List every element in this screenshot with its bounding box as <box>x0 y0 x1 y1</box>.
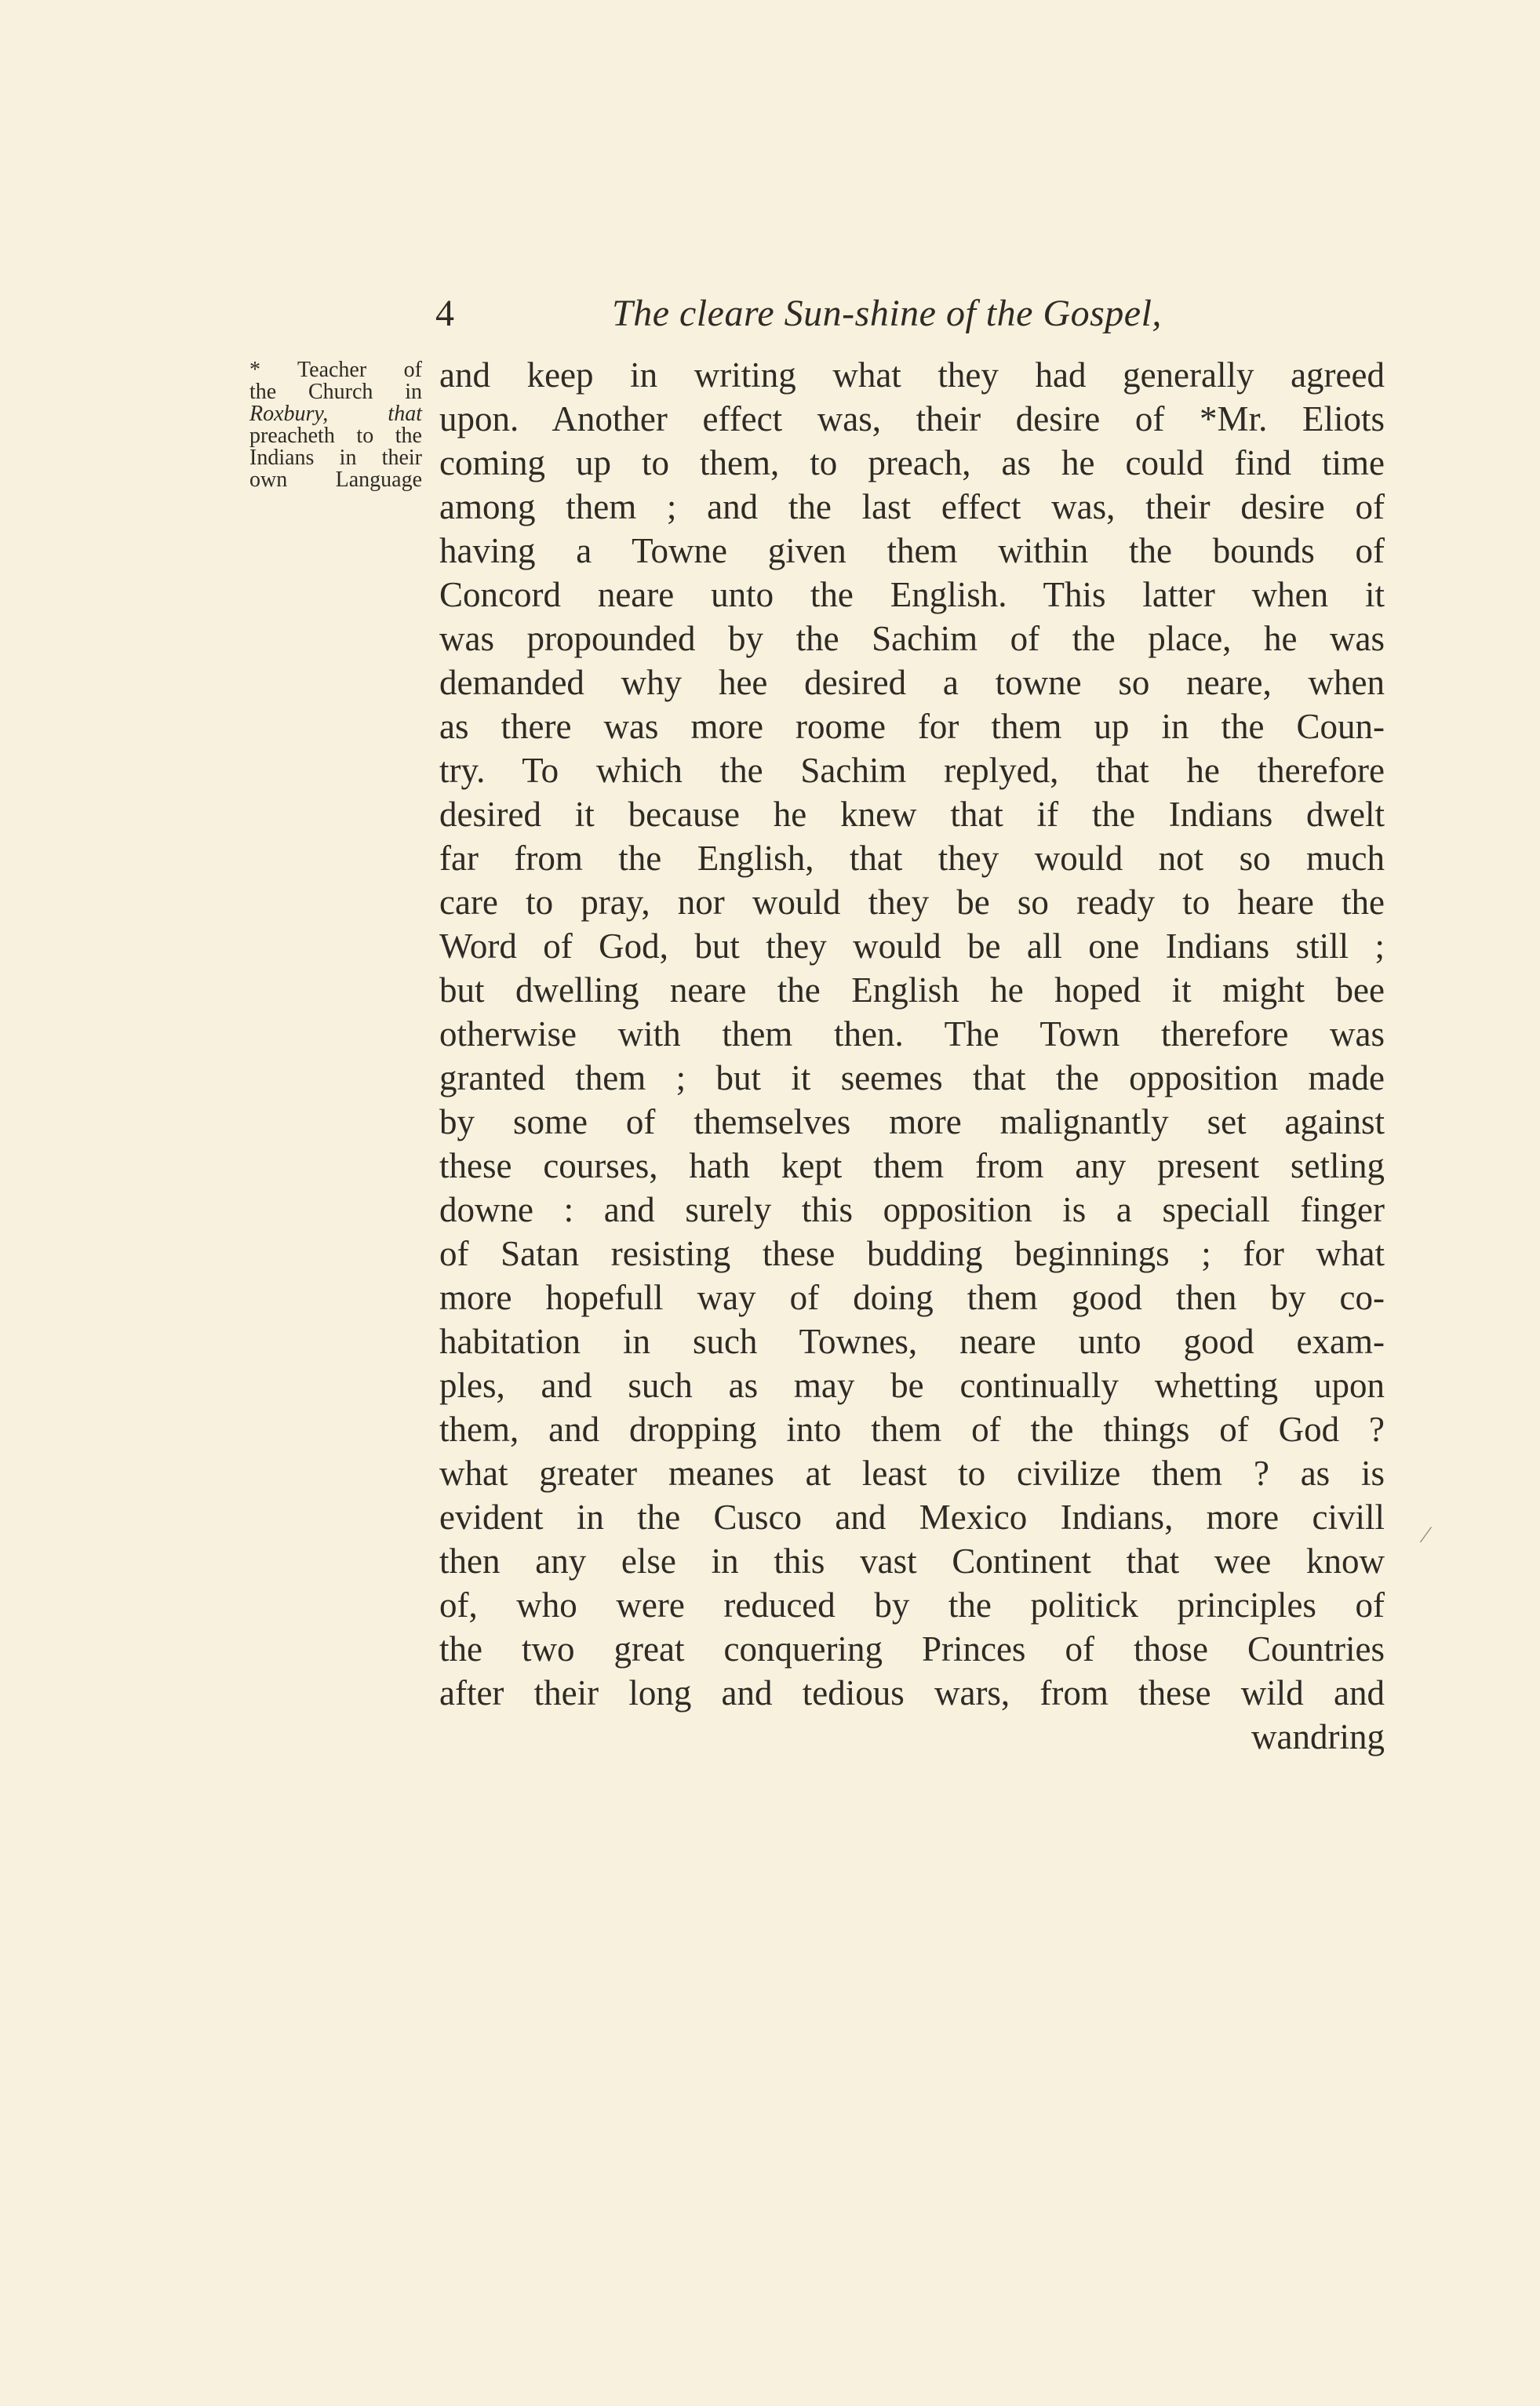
text-line: then any else in this vast Continent that wee know <box>439 1542 1385 1581</box>
margin-note-line: Indians in their <box>249 446 422 470</box>
text-line: the two great conquering Princes of those Countries <box>439 1629 1385 1669</box>
catchword-line <box>439 1715 1385 1759</box>
text-line: care to pray, nor would they be so ready to heare the <box>439 883 1385 922</box>
margin-note-line: own Language <box>249 468 422 492</box>
text-line: granted them ; but it seemes that the opposition made <box>439 1058 1385 1097</box>
margin-note-line: the Church in <box>249 380 422 404</box>
text-line: of Satan resisting these budding beginnings ; for what <box>439 1234 1385 1273</box>
text-line: habitation in such Townes, neare unto good exam- <box>439 1322 1385 1361</box>
text-line: otherwise with them then. The Town therefore was <box>439 1014 1385 1054</box>
text-line: having a Towne given them within the bounds of <box>439 531 1385 570</box>
page-number: 4 <box>435 293 454 334</box>
text-line: evident in the Cusco and Mexico Indians, more civill <box>439 1498 1385 1537</box>
text-line: upon. Another effect was, their desire of *Mr. Eliots <box>439 399 1385 439</box>
text-line: far from the English, that they would not so much <box>439 839 1385 878</box>
running-title: The cleare Sun-shine of the Gospel, <box>612 293 1162 334</box>
text-line: as there was more roome for them up in the Coun- <box>439 707 1385 746</box>
text-line: them, and dropping into them of the things of God ? <box>439 1410 1385 1449</box>
text-line: downe : and surely this opposition is a speciall finger <box>439 1190 1385 1229</box>
text-line: coming up to them, to preach, as he could find time <box>439 443 1385 482</box>
text-line: try. To which the Sachim replyed, that he therefore <box>439 751 1385 790</box>
margin-note-line: preacheth to the <box>249 424 422 448</box>
text-line: Word of God, but they would be all one Indians still ; <box>439 926 1385 966</box>
text-line: Concord neare unto the English. This latter when it <box>439 575 1385 614</box>
text-line: demanded why hee desired a towne so neare, when <box>439 663 1385 702</box>
text-line: by some of themselves more malignantly set against <box>439 1102 1385 1141</box>
text-line: of, who were reduced by the politick principles of <box>439 1585 1385 1625</box>
text-line: these courses, hath kept them from any present setling <box>439 1146 1385 1185</box>
margin-note <box>249 359 422 491</box>
pencil-mark: ⁄ <box>1424 1522 1429 1548</box>
text-line: and keep in writing what they had generally agreed <box>439 355 1385 395</box>
text-line: after their long and tedious wars, from these wild and <box>439 1673 1385 1713</box>
text-line: desired it because he knew that if the Indians dwelt <box>439 795 1385 834</box>
text-line: was propounded by the Sachim of the place, he was <box>439 619 1385 658</box>
margin-note-line: * Teacher of <box>249 358 422 382</box>
margin-note-line: Roxbury, that <box>249 402 422 426</box>
body-text <box>439 353 1385 1759</box>
text-line: but dwelling neare the English he hoped it might bee <box>439 970 1385 1010</box>
text-line: among them ; and the last effect was, their desire of <box>439 487 1385 526</box>
text-line: what greater meanes at least to civilize them ? as is <box>439 1454 1385 1493</box>
catchword: wandring <box>1251 1717 1385 1756</box>
text-line: more hopefull way of doing them good then by co- <box>439 1278 1385 1317</box>
running-head <box>435 286 1389 341</box>
text-line: ples, and such as may be continually whetting upon <box>439 1366 1385 1405</box>
